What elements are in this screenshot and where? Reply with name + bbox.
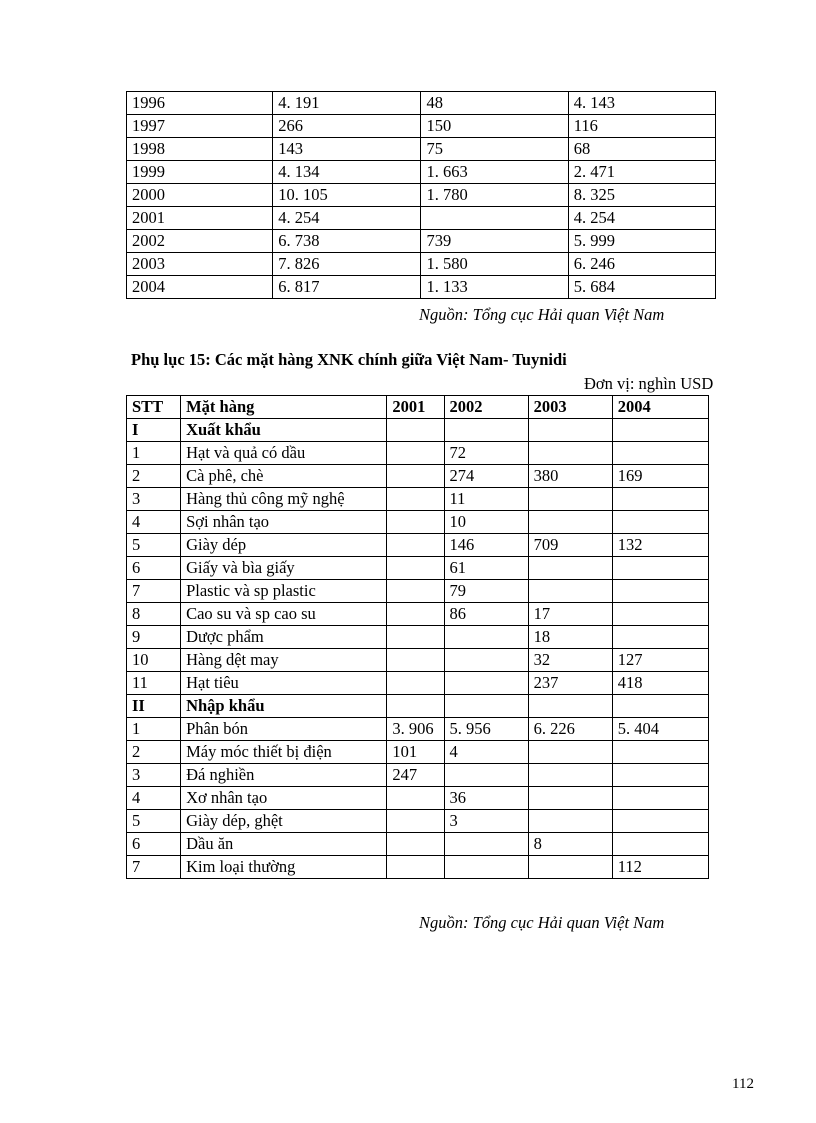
- table-cell: 2004: [127, 276, 273, 299]
- table-cell: 10: [444, 511, 528, 534]
- table-cell: 9: [127, 626, 181, 649]
- table-cell: 3: [127, 764, 181, 787]
- table-cell: 2003: [528, 396, 612, 419]
- table-cell: [387, 856, 444, 879]
- table-row: [127, 741, 709, 764]
- table-cell: 6. 246: [568, 253, 715, 276]
- table-cell: 1. 580: [421, 253, 568, 276]
- table-cell: 2002: [127, 230, 273, 253]
- table-cell: 7: [127, 580, 181, 603]
- table-cell: [444, 672, 528, 695]
- table-cell: 146: [444, 534, 528, 557]
- table-cell: [387, 810, 444, 833]
- table-cell: [444, 856, 528, 879]
- table-cell: [528, 695, 612, 718]
- table-cell: Giày dép, ghệt: [181, 810, 387, 833]
- table-row: [127, 207, 716, 230]
- table-cell: 10. 105: [273, 184, 421, 207]
- table-cell: 18: [528, 626, 612, 649]
- table-row: [127, 856, 709, 879]
- table-cell: Đá nghiền: [181, 764, 387, 787]
- table-cell: 5: [127, 534, 181, 557]
- table-continued: [126, 91, 716, 299]
- table-cell: 1. 663: [421, 161, 568, 184]
- section-label: Xuất khẩu: [181, 419, 387, 442]
- table-cell: 36: [444, 787, 528, 810]
- table-row: [127, 115, 716, 138]
- table-cell: 2003: [127, 253, 273, 276]
- table-row: [127, 672, 709, 695]
- table-cell: [528, 442, 612, 465]
- table-row: [127, 649, 709, 672]
- table-cell: 266: [273, 115, 421, 138]
- table-cell: 2. 471: [568, 161, 715, 184]
- table-row: [127, 488, 709, 511]
- table-row: [127, 92, 716, 115]
- table-cell: [528, 741, 612, 764]
- table-cell: 2004: [612, 396, 708, 419]
- table-row: [127, 534, 709, 557]
- table-cell: 4: [127, 511, 181, 534]
- table-cell: Hạt và quả có dầu: [181, 442, 387, 465]
- section-stt: I: [127, 419, 181, 442]
- table-cell: 150: [421, 115, 568, 138]
- table-cell: [387, 833, 444, 856]
- table-cell: 4. 143: [568, 92, 715, 115]
- table-cell: Sợi nhân tạo: [181, 511, 387, 534]
- table-cell: [444, 626, 528, 649]
- table-cell: [387, 649, 444, 672]
- table-cell: STT: [127, 396, 181, 419]
- table-cell: 2001: [387, 396, 444, 419]
- table-cell: [612, 488, 708, 511]
- table-cell: 4. 254: [273, 207, 421, 230]
- table-row: [127, 718, 709, 741]
- table-cell: 127: [612, 649, 708, 672]
- table-cell: 5. 999: [568, 230, 715, 253]
- table-cell: 418: [612, 672, 708, 695]
- table-cell: 1999: [127, 161, 273, 184]
- table-cell: [528, 557, 612, 580]
- table-cell: 1. 780: [421, 184, 568, 207]
- table-cell: 4: [444, 741, 528, 764]
- table-cell: [528, 511, 612, 534]
- table-cell: 3: [444, 810, 528, 833]
- table-row: [127, 810, 709, 833]
- table-row: [127, 184, 716, 207]
- table-cell: 1: [127, 718, 181, 741]
- table-cell: 75: [421, 138, 568, 161]
- table-cell: [528, 810, 612, 833]
- table-cell: 2001: [127, 207, 273, 230]
- table-cell: [387, 787, 444, 810]
- table-cell: 79: [444, 580, 528, 603]
- table-cell: 68: [568, 138, 715, 161]
- table-cell: Phân bón: [181, 718, 387, 741]
- table-cell: 6. 738: [273, 230, 421, 253]
- table-row: [127, 626, 709, 649]
- table-cell: Hàng thủ công mỹ nghệ: [181, 488, 387, 511]
- table-cell: Dược phẩm: [181, 626, 387, 649]
- table-header-row: [127, 396, 709, 419]
- table-cell: [387, 557, 444, 580]
- table-cell: 132: [612, 534, 708, 557]
- table-cell: 739: [421, 230, 568, 253]
- table-cell: [387, 626, 444, 649]
- table-row: [127, 833, 709, 856]
- table-row: [127, 787, 709, 810]
- table-cell: [444, 764, 528, 787]
- table-cell: [612, 695, 708, 718]
- table-cell: 72: [444, 442, 528, 465]
- table-row: [127, 603, 709, 626]
- table-cell: 8. 325: [568, 184, 715, 207]
- table-cell: Hạt tiêu: [181, 672, 387, 695]
- table-cell: 11: [127, 672, 181, 695]
- table-cell: 380: [528, 465, 612, 488]
- table-cell: [528, 764, 612, 787]
- table-cell: [387, 603, 444, 626]
- table-cell: Dầu ăn: [181, 833, 387, 856]
- table-cell: 101: [387, 741, 444, 764]
- table-continued-body: [127, 92, 716, 299]
- table-cell: [387, 695, 444, 718]
- table-cell: Hàng dệt may: [181, 649, 387, 672]
- table-cell: [387, 419, 444, 442]
- table-cell: 4. 254: [568, 207, 715, 230]
- table-cell: Kim loại thường: [181, 856, 387, 879]
- page-number: 112: [732, 1076, 754, 1092]
- table-cell: 5. 404: [612, 718, 708, 741]
- table-cell: Giày dép: [181, 534, 387, 557]
- table-cell: [612, 603, 708, 626]
- table-cell: 6: [127, 833, 181, 856]
- appendix15-table: [126, 395, 709, 879]
- table-cell: [528, 419, 612, 442]
- table-cell: 2000: [127, 184, 273, 207]
- table-cell: 2002: [444, 396, 528, 419]
- table-cell: [612, 741, 708, 764]
- table-cell: 11: [444, 488, 528, 511]
- table-cell: 3: [127, 488, 181, 511]
- table-cell: Giấy và bìa giấy: [181, 557, 387, 580]
- table-row: [127, 580, 709, 603]
- table-cell: 709: [528, 534, 612, 557]
- table-cell: 86: [444, 603, 528, 626]
- table-cell: [444, 649, 528, 672]
- table-row: [127, 276, 716, 299]
- table-cell: [444, 833, 528, 856]
- table-cell: [444, 419, 528, 442]
- table-cell: 6. 226: [528, 718, 612, 741]
- appendix15-unit: Đơn vị: nghìn USD: [584, 374, 714, 393]
- section-row: [127, 419, 709, 442]
- table-cell: 7: [127, 856, 181, 879]
- table-row: [127, 253, 716, 276]
- table-cell: [421, 207, 568, 230]
- table-cell: [612, 764, 708, 787]
- table-cell: 5: [127, 810, 181, 833]
- table-cell: [612, 833, 708, 856]
- table-cell: 2: [127, 741, 181, 764]
- table-cell: [528, 580, 612, 603]
- table-cell: [612, 442, 708, 465]
- table-cell: 7. 826: [273, 253, 421, 276]
- table-cell: 6: [127, 557, 181, 580]
- section-label: Nhập khẩu: [181, 695, 387, 718]
- table-row: [127, 161, 716, 184]
- table-cell: [387, 534, 444, 557]
- table-cell: 1. 133: [421, 276, 568, 299]
- table-cell: [387, 442, 444, 465]
- table-cell: 61: [444, 557, 528, 580]
- table-cell: 2: [127, 465, 181, 488]
- table-row: [127, 764, 709, 787]
- table-cell: 237: [528, 672, 612, 695]
- table-cell: Cà phê, chè: [181, 465, 387, 488]
- appendix15-title: Phụ lục 15: Các mặt hàng XNK chính giữa Việt Nam- Tuynidi: [131, 350, 567, 369]
- table-cell: 4. 134: [273, 161, 421, 184]
- table-cell: [612, 626, 708, 649]
- table-cell: 4: [127, 787, 181, 810]
- table-cell: 32: [528, 649, 612, 672]
- section-stt: II: [127, 695, 181, 718]
- table-row: [127, 465, 709, 488]
- table-cell: [387, 511, 444, 534]
- table-cell: Máy móc thiết bị điện: [181, 741, 387, 764]
- table-cell: 1997: [127, 115, 273, 138]
- table-cell: [612, 580, 708, 603]
- table-cell: 48: [421, 92, 568, 115]
- table-cell: [387, 465, 444, 488]
- table-cell: 3. 906: [387, 718, 444, 741]
- table-cell: Cao su và sp cao su: [181, 603, 387, 626]
- table-cell: 274: [444, 465, 528, 488]
- table-cell: Mặt hàng: [181, 396, 387, 419]
- table-cell: 116: [568, 115, 715, 138]
- table-row: [127, 557, 709, 580]
- table-cell: 1: [127, 442, 181, 465]
- table-cell: [528, 856, 612, 879]
- table-cell: 169: [612, 465, 708, 488]
- table-cell: 112: [612, 856, 708, 879]
- table-cell: 247: [387, 764, 444, 787]
- table-cell: [612, 787, 708, 810]
- table-cell: 5. 956: [444, 718, 528, 741]
- table-cell: [612, 810, 708, 833]
- table1-source: Nguồn: Tổng cục Hải quan Việt Nam: [419, 305, 665, 324]
- table-cell: 10: [127, 649, 181, 672]
- table-cell: 6. 817: [273, 276, 421, 299]
- table-cell: [528, 787, 612, 810]
- table-cell: [612, 511, 708, 534]
- table-cell: [612, 419, 708, 442]
- appendix15-table-body: [127, 396, 709, 879]
- table-cell: [387, 580, 444, 603]
- table-cell: [612, 557, 708, 580]
- table-cell: Xơ nhân tạo: [181, 787, 387, 810]
- table-cell: 8: [528, 833, 612, 856]
- table-cell: 8: [127, 603, 181, 626]
- table-row: [127, 511, 709, 534]
- table-cell: 5. 684: [568, 276, 715, 299]
- table-cell: Plastic và sp plastic: [181, 580, 387, 603]
- table-cell: [387, 672, 444, 695]
- table-row: [127, 230, 716, 253]
- table-cell: 143: [273, 138, 421, 161]
- table-cell: [444, 695, 528, 718]
- section-row: [127, 695, 709, 718]
- appendix15-source: Nguồn: Tổng cục Hải quan Việt Nam: [419, 913, 665, 932]
- table-row: [127, 138, 716, 161]
- table-cell: [528, 488, 612, 511]
- table-row: [127, 442, 709, 465]
- table-cell: 17: [528, 603, 612, 626]
- table-cell: [387, 488, 444, 511]
- table-cell: 1996: [127, 92, 273, 115]
- table-cell: 4. 191: [273, 92, 421, 115]
- table-cell: 1998: [127, 138, 273, 161]
